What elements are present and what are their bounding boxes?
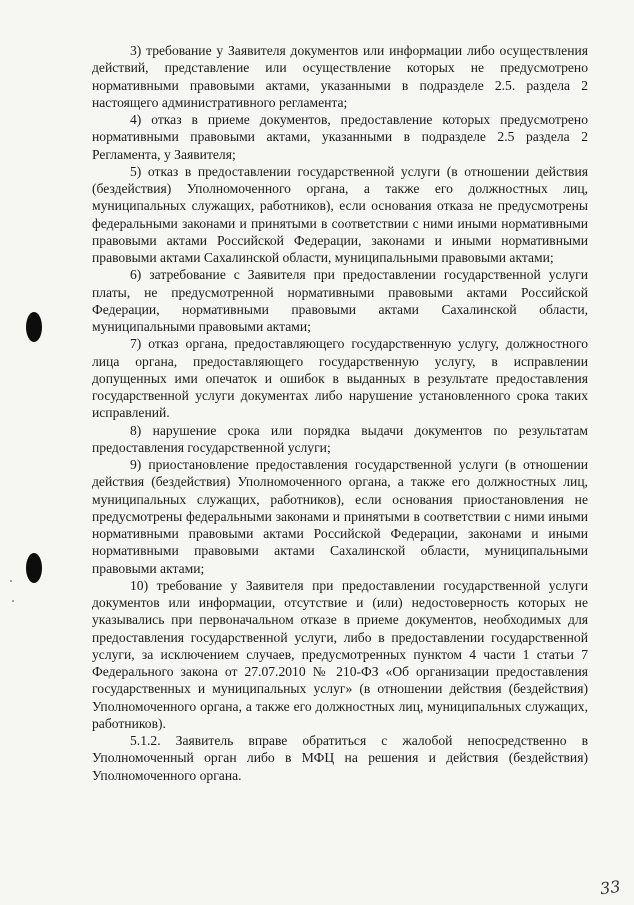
scan-speck [10, 580, 12, 582]
paragraph-item-10: 10) требование у Заявителя при предоставлении государственной услуги документов или информации, отсутствие и (или) недостоверность которых не указывались при первоначальном отказе в приеме документов, необходимых для предоставления государственной услуги, либо в предоставлении государственной услуги, за исключением случаев, предусмотренных пунктом 4 части 1 статьи 7 Федерального закона от 27.07.2010 № 210-ФЗ «Об организации предоставления государственных и муниципальных услуг» (в отношении действия (бездействия) Уполномоченного органа, а также его должностных лиц, муниципальных служащих, работников). [92, 577, 588, 731]
page-number: 33 [598, 876, 622, 899]
punch-hole [26, 553, 42, 583]
scan-speck [12, 600, 14, 602]
paragraph-item-9: 9) приостановление предоставления государственной услуги (в отношении действия (бездействия) Уполномоченного органа, а также его должностных лиц, муниципальных служащих, работников), если основания приостановления не предусмотрены федеральными законами и принятыми в соответствии с ними иными нормативными правовыми актами Российской Федерации, законами и иными нормативными правовыми актами Сахалинской области, муниципальными правовыми актами; [92, 457, 588, 576]
paragraph-item-4: 4) отказ в приеме документов, предоставление которых предусмотрено нормативными правовыми актами, указанными в подразделе 2.5 раздела 2 Регламента, у Заявителя; [92, 112, 588, 162]
paragraph-item-5: 5) отказ в предоставлении государственной услуги (в отношении действия (бездействия) Уполномоченного органа, а также его должностных лиц, муниципальных служащих, работников), если основания отказа не предусмотрены федеральными законами и принятыми в соответствии с ними иными нормативными правовыми актами Российской Федерации, законами и иными нормативными правовыми актами Сахалинской области, муниципальными правовыми актами; [92, 163, 588, 265]
paragraph-item-7: 7) отказ органа, предоставляющего государственную услугу, должностного лица органа, предоставляющего государственную услугу, в исправлении допущенных ими опечаток и ошибок в выданных в результате предоставления государственной услуги документах либо нарушение установленного срока таких исправлений. [92, 336, 588, 421]
document-body [92, 42, 588, 784]
paragraph-item-6: 6) затребование с Заявителя при предоставлении государственной услуги платы, не предусмотренной нормативными правовыми актами Российской Федерации, нормативными правовыми актами Сахалинской области, муниципальными правовыми актами; [92, 267, 588, 334]
paragraph-item-3: 3) требование у Заявителя документов или информации либо осуществления действий, представление или осуществление которых не предусмотрено нормативными правовыми актами, указанными в подразделе 2.5. раздела 2 настоящего административного регламента; [92, 43, 588, 110]
paragraph-5-1-2: 5.1.2. Заявитель вправе обратиться с жалобой непосредственно в Уполномоченный орган либо в МФЦ на решения и действия (бездействия) Уполномоченного органа. [92, 733, 588, 783]
punch-hole [26, 312, 42, 342]
paragraph-item-8: 8) нарушение срока или порядка выдачи документов по результатам предоставления государственной услуги; [92, 422, 588, 455]
